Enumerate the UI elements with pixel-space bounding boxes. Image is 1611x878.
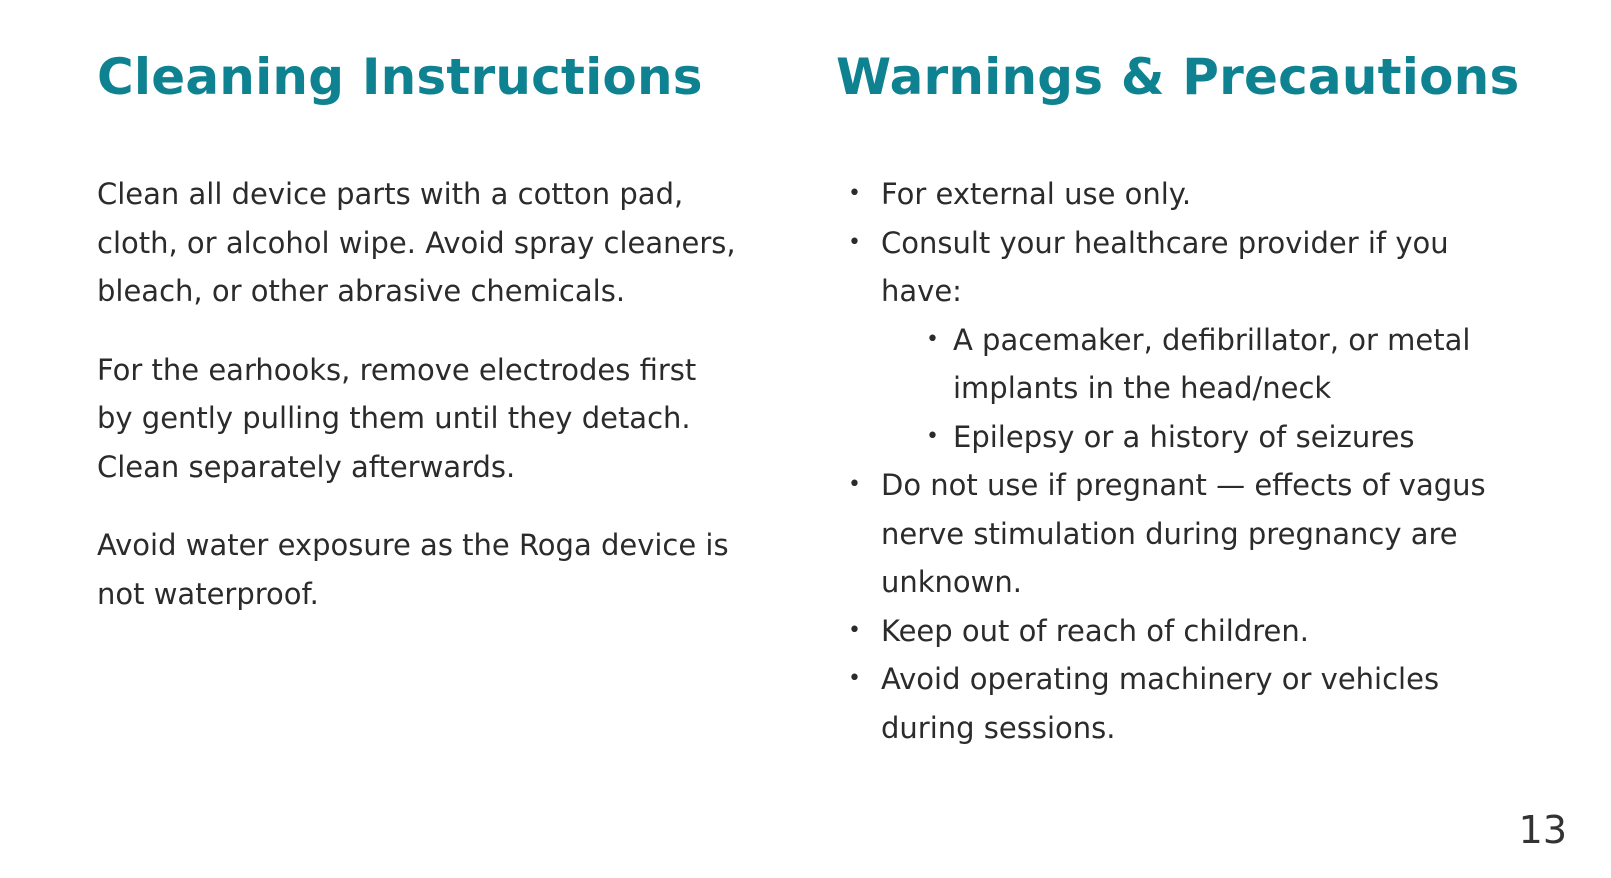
bullet-icon: • (926, 423, 939, 449)
warning-item (834, 655, 1526, 752)
warnings-body (834, 170, 1526, 752)
warning-item (834, 461, 1526, 607)
warnings-list (834, 170, 1526, 752)
cleaning-section (97, 44, 737, 648)
cleaning-heading: Cleaning Instructions (97, 48, 703, 106)
bullet-icon: • (848, 617, 861, 643)
warning-subitem-text: Epilepsy or a history of seizures (953, 419, 1415, 454)
warning-item-text: Keep out of reach of children. (881, 613, 1309, 648)
warning-item-text: For external use only. (881, 177, 1192, 211)
warning-subitem-text: A pacemaker, defibrillator, or metal implants in the head/neck (953, 322, 1471, 405)
warnings-heading: Warnings & Precautions (836, 48, 1520, 106)
bullet-icon: • (848, 472, 861, 497)
bullet-icon: • (848, 181, 861, 206)
cleaning-body (97, 170, 737, 618)
bullet-icon: • (848, 666, 861, 691)
bullet-icon: • (926, 326, 939, 352)
warning-subitem (926, 413, 1526, 462)
warnings-sublist (881, 316, 1526, 462)
warning-item-text: Avoid operating machinery or vehicles during sessions. (881, 662, 1440, 745)
page-number: 13 (1518, 808, 1567, 852)
cleaning-paragraph-3: Avoid water exposure as the Roga device is not waterproof. (97, 528, 729, 611)
warning-subitem (926, 316, 1526, 413)
warning-item-text: Consult your healthcare provider if you have: (881, 225, 1449, 308)
warning-item-text: Do not use if pregnant — effects of vagus nerve stimulation during pregnancy are unknown. (881, 468, 1486, 599)
warning-item (834, 170, 1526, 219)
warning-item (834, 219, 1526, 462)
bullet-icon: • (848, 229, 861, 255)
warning-item (834, 607, 1526, 656)
cleaning-paragraph-1: Clean all device parts with a cotton pad, cloth, or alcohol wipe. Avoid spray cleaners, bleach, or other abrasive chemicals. (97, 177, 736, 308)
cleaning-paragraph-2: For the earhooks, remove electrodes first by gently pulling them until they detach. Clean separately afterwards. (97, 352, 697, 484)
warnings-section (836, 44, 1526, 752)
